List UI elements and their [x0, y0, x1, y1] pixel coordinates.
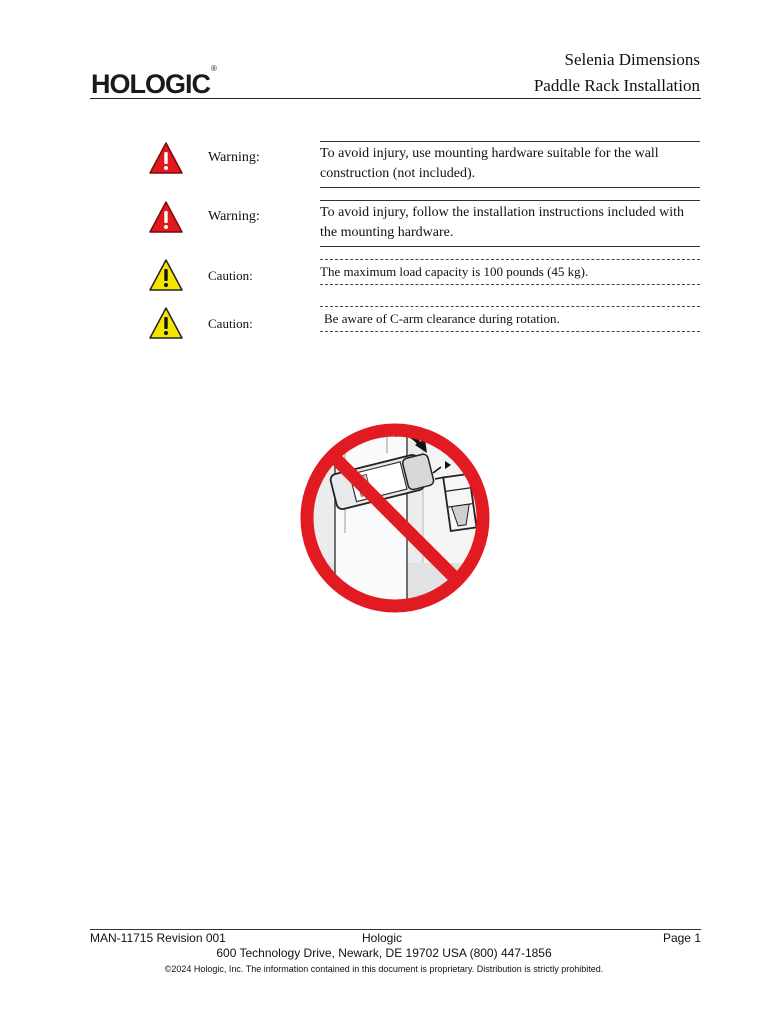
- warning-triangle-icon: [148, 141, 184, 175]
- notice-text: Be aware of C-arm clearance during rotation.: [320, 306, 700, 332]
- notice-text: The maximum load capacity is 100 pounds (45 kg).: [320, 259, 700, 285]
- notice-label: Caution:: [208, 268, 253, 283]
- notice-text: To avoid injury, use mounting hardware suitable for the wall construction (not included).: [320, 141, 700, 188]
- notice-label: Caution:: [208, 316, 253, 331]
- footer-copyright: ©2024 Hologic, Inc. The information contained in this document is proprietary. Distribution is strictly prohibited.: [164, 964, 604, 974]
- header-divider: [90, 98, 701, 99]
- hologic-logo: [91, 66, 217, 99]
- warning-triangle-icon: [148, 200, 184, 234]
- caution-triangle-icon: [148, 306, 184, 340]
- registered-mark: ®: [211, 64, 217, 73]
- logo-text: HOLOGIC: [91, 69, 210, 99]
- notice-text: To avoid injury, follow the installation instructions included with the mounting hardware.: [320, 200, 700, 247]
- notice-label: Warning:: [208, 150, 260, 165]
- footer-bar: [90, 929, 701, 947]
- footer-page-number: Page 1: [662, 931, 701, 945]
- caution-triangle-icon: [148, 258, 184, 292]
- footer-doc-id: MAN-11715 Revision 001: [90, 931, 226, 945]
- document-title: Selenia Dimensions: [564, 50, 700, 69]
- document-subtitle: Paddle Rack Installation: [533, 76, 700, 95]
- notice-label: Warning:: [208, 209, 260, 224]
- footer-address: 600 Technology Drive, Newark, DE 19702 USA (800) 447-1856: [216, 946, 552, 960]
- c-arm-clearance-illustration: [295, 413, 495, 619]
- footer-company: Hologic: [362, 931, 403, 945]
